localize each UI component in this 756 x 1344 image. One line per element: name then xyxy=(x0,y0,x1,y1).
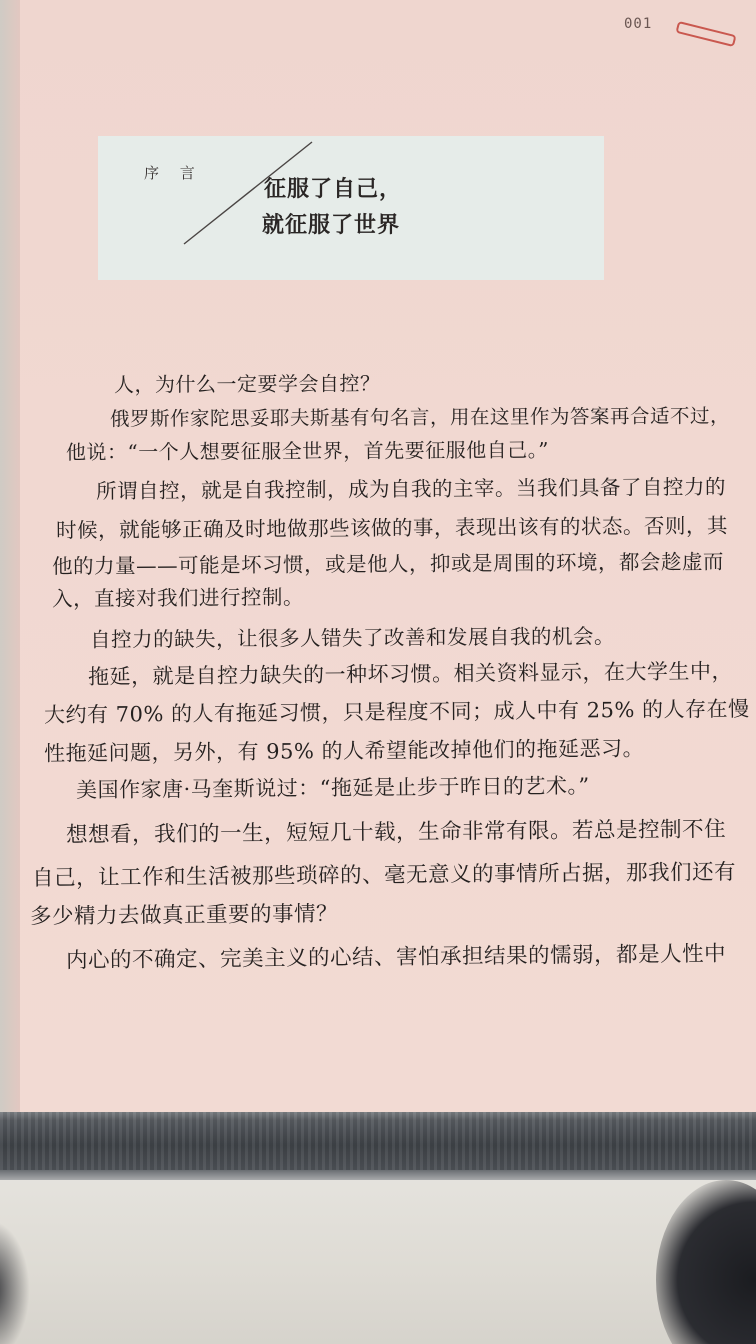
body-line: 入，直接对我们进行控制。 xyxy=(51,585,305,611)
body-line: 想想看，我们的一生，短短几十载，生命非常有限。若总是控制不住 xyxy=(65,817,727,848)
left-shadow xyxy=(0,1220,30,1344)
body-line: 自控力的缺失，让很多人错失了改善和发展自我的机会。 xyxy=(89,624,616,652)
page-number: 001 xyxy=(624,16,653,32)
chapter-title-line-1: 征服了自己， xyxy=(264,176,403,202)
body-line: 人，为什么一定要学会自控？ xyxy=(113,371,381,397)
body-line: 多少精力去做真正重要的事情？ xyxy=(29,901,339,930)
preface-header-box xyxy=(98,136,604,280)
body-line: 美国作家唐·马奎斯说过：“拖延是止步于昨日的艺术。” xyxy=(75,773,590,803)
body-line: 性拖延问题，另外，有 95% 的人希望能改掉他们的拖延恶习。 xyxy=(43,736,645,766)
body-line: 他的力量——可能是坏习惯，或是他人，抑或是周围的环境，都会趁虚而 xyxy=(51,549,725,579)
body-line: 大约有 70% 的人有拖延习惯，只是程度不同；成人中有 25% 的人存在慢 xyxy=(43,696,750,728)
book-page xyxy=(14,0,756,1112)
bookmark-mark xyxy=(675,21,736,47)
body-line: 拖延，就是自控力缺失的一种坏习惯。相关资料显示，在大学生中， xyxy=(87,659,734,689)
book-page-stack xyxy=(0,1108,756,1170)
body-line: 所谓自控，就是自我控制，成为自我的主宰。当我们具备了自控力的 xyxy=(95,474,727,504)
body-line: 内心的不确定、完美主义的心结、害怕承担结果的懦弱，都是人性中 xyxy=(65,941,727,974)
body-line: 时候，就能够正确及时地做那些该做的事，表现出该有的状态。否则，其 xyxy=(55,513,729,543)
table-surface xyxy=(0,1160,756,1344)
chapter-title-line-2: 就征服了世界 xyxy=(262,212,401,238)
body-line: 他说：“一个人想要征服全世界，首先要征服他自己。” xyxy=(65,437,550,465)
preface-label: 序 言 xyxy=(144,164,203,182)
body-line: 俄罗斯作家陀思妥耶夫斯基有句名言，用在这里作为答案再合适不过， xyxy=(109,404,731,431)
body-line: 自己，让工作和生活被那些琐碎的、毫无意义的事情所占据，那我们还有 xyxy=(31,859,737,892)
